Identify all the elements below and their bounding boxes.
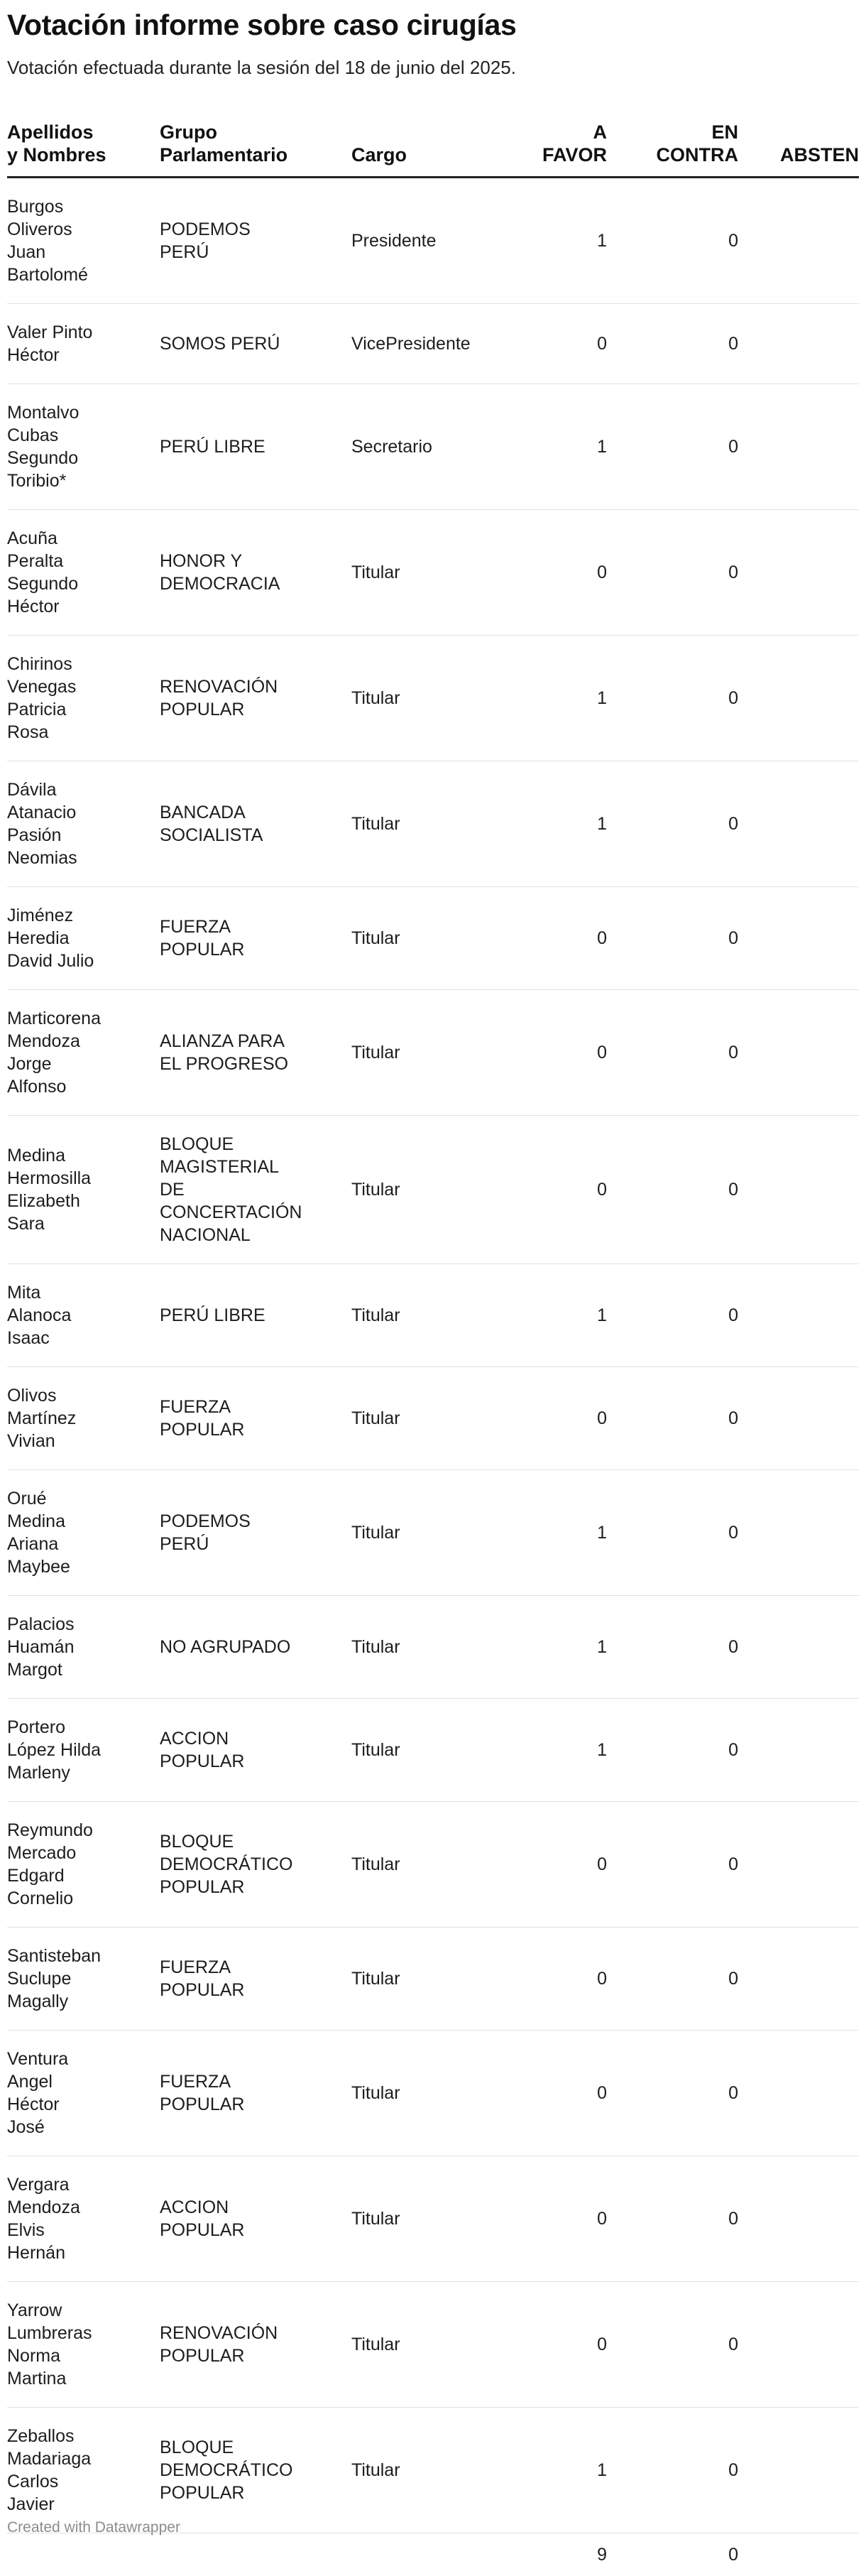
cell-abstencion (738, 1470, 859, 1596)
table-row (7, 384, 859, 510)
name-line: Alanoca (7, 1305, 71, 1325)
name-line: Vergara (7, 2175, 70, 2195)
name-line: Dávila (7, 780, 56, 800)
cell-en-contra: 0 (607, 1596, 738, 1699)
cell-a-favor: 0 (508, 1928, 607, 2031)
cell-en-contra: 0 (607, 1470, 738, 1596)
group-line: POPULAR (160, 1980, 244, 2000)
name-line: Mendoza (7, 1031, 80, 1051)
cell-group (160, 1802, 351, 1928)
cell-en-contra: 0 (607, 2408, 738, 2533)
name-line: Isaac (7, 1328, 50, 1348)
name-line: Margot (7, 1660, 62, 1680)
cell-abstencion (738, 2282, 859, 2408)
cell-name (7, 761, 160, 887)
group-line: POPULAR (160, 1420, 244, 1440)
name-line: Patricia (7, 700, 66, 719)
name-line: Cornelio (7, 1888, 73, 1908)
name-line: Burgos (7, 197, 63, 217)
cell-group (160, 384, 351, 510)
cell-abstencion (738, 1928, 859, 2031)
cell-cargo: Titular (351, 1802, 508, 1928)
name-line: Palacios (7, 1614, 75, 1634)
group-line: DEMOCRÁTICO (160, 2460, 293, 2480)
cell-cargo: Titular (351, 887, 508, 990)
cell-en-contra: 0 (607, 761, 738, 887)
name-line: Acuña (7, 528, 57, 548)
cell-name (7, 2282, 160, 2408)
table-row (7, 761, 859, 887)
cell-en-contra: 0 (607, 304, 738, 384)
cell-en-contra: 0 (607, 2282, 738, 2408)
cell-cargo: Titular (351, 1596, 508, 1699)
total-en-contra: 0 (607, 2533, 738, 2576)
cell-abstencion (738, 2156, 859, 2282)
group-line: ALIANZA PARA (160, 1031, 285, 1051)
cell-abstencion (738, 178, 859, 304)
cell-name (7, 2156, 160, 2282)
cell-en-contra: 0 (607, 636, 738, 761)
name-line: Mercado (7, 1843, 76, 1863)
cell-name (7, 304, 160, 384)
name-line: Magally (7, 1991, 68, 2011)
cell-name (7, 1264, 160, 1367)
cell-name (7, 2031, 160, 2156)
cell-group (160, 636, 351, 761)
cell-a-favor: 0 (508, 304, 607, 384)
cell-name (7, 1802, 160, 1928)
cell-a-favor: 1 (508, 636, 607, 761)
name-line: Ariana (7, 1534, 58, 1554)
header-label-line: EN (711, 121, 738, 143)
name-line: Yarrow (7, 2300, 62, 2320)
table-row (7, 1928, 859, 2031)
cell-a-favor: 1 (508, 1470, 607, 1596)
cell-en-contra: 0 (607, 178, 738, 304)
cell-group (160, 2408, 351, 2533)
name-line: Carlos (7, 2472, 58, 2491)
header-label-line: Cargo (351, 144, 407, 165)
table-row (7, 1116, 859, 1264)
cell-a-favor: 0 (508, 2282, 607, 2408)
cell-abstencion (738, 761, 859, 887)
group-line: CONCERTACIÓN (160, 1202, 302, 1222)
name-line: Olivos (7, 1386, 56, 1406)
cell-en-contra: 0 (607, 2031, 738, 2156)
table-row (7, 1264, 859, 1367)
cell-a-favor: 1 (508, 1264, 607, 1367)
header-row (7, 112, 859, 178)
name-line: Peralta (7, 551, 63, 571)
name-line: Toribio* (7, 471, 66, 491)
cell-group (160, 510, 351, 636)
name-line: Zeballos (7, 2426, 75, 2446)
name-line: Marticorena (7, 1009, 101, 1028)
name-line: Santisteban (7, 1946, 101, 1966)
name-line: Martínez (7, 1408, 76, 1428)
table-row (7, 990, 859, 1116)
cell-a-favor: 1 (508, 761, 607, 887)
group-line: FUERZA (160, 1957, 231, 1977)
name-line: Reymundo (7, 1820, 93, 1840)
header-label-line: Grupo (160, 121, 217, 143)
name-line: José (7, 2117, 45, 2137)
name-line: Neomias (7, 848, 77, 868)
totals-row (7, 2533, 859, 2576)
name-line: Martina (7, 2369, 66, 2388)
name-line: Huamán (7, 1637, 75, 1657)
cell-cargo: Secretario (351, 384, 508, 510)
name-line: Rosa (7, 722, 48, 742)
group-line: EL PROGRESO (160, 1054, 288, 1074)
cell-abstencion (738, 510, 859, 636)
name-line: Valer Pinto (7, 322, 92, 342)
name-line: Lumbreras (7, 2323, 92, 2343)
header-cargo (351, 112, 508, 178)
name-line: Héctor (7, 2094, 60, 2114)
name-line: David Julio (7, 951, 94, 971)
table-row (7, 2031, 859, 2156)
cell-a-favor: 1 (508, 1596, 607, 1699)
cell-abstencion (738, 1699, 859, 1802)
table-body (7, 178, 859, 2576)
cell-name (7, 178, 160, 304)
name-line: Segundo (7, 448, 78, 468)
group-line: FUERZA (160, 2072, 231, 2092)
table-row (7, 2408, 859, 2533)
cell-cargo: Titular (351, 1367, 508, 1470)
cell-group (160, 1596, 351, 1699)
name-line: Montalvo (7, 403, 79, 423)
cell-cargo: Titular (351, 2031, 508, 2156)
group-line: PERÚ LIBRE (160, 437, 265, 457)
footer-credit: Created with Datawrapper (7, 2519, 180, 2536)
cell-group (160, 1470, 351, 1596)
cell-en-contra: 0 (607, 510, 738, 636)
header-apellidos-nombres (7, 112, 160, 178)
group-line: POPULAR (160, 1751, 244, 1771)
chart-title: Votación informe sobre caso cirugías (7, 9, 517, 42)
name-line: Héctor (7, 597, 60, 616)
name-line: Bartolomé (7, 265, 88, 285)
name-line: Cubas (7, 425, 58, 445)
cell-cargo: Presidente (351, 178, 508, 304)
table-row (7, 1802, 859, 1928)
name-line: Chirinos (7, 654, 72, 674)
group-line: PERÚ LIBRE (160, 1305, 265, 1325)
cell-a-favor: 0 (508, 510, 607, 636)
cell-cargo: Titular (351, 761, 508, 887)
name-line: Héctor (7, 345, 60, 365)
header-en-contra (607, 112, 738, 178)
header-label-line: Parlamentario (160, 144, 287, 165)
cell-name (7, 510, 160, 636)
group-line: DEMOCRÁTICO (160, 1854, 293, 1874)
cell-en-contra: 0 (607, 1928, 738, 2031)
group-line: POPULAR (160, 2483, 244, 2503)
name-line: Elvis (7, 2220, 45, 2240)
name-line: Maybee (7, 1557, 70, 1577)
group-line: DEMOCRACIA (160, 574, 280, 594)
totals-empty-cell (160, 2533, 351, 2576)
name-line: Hernán (7, 2243, 65, 2263)
name-line: Suclupe (7, 1969, 71, 1989)
cell-cargo: Titular (351, 1264, 508, 1367)
cell-group (160, 304, 351, 384)
table-row (7, 178, 859, 304)
cell-a-favor: 1 (508, 2408, 607, 2533)
group-line: BLOQUE (160, 1832, 234, 1852)
group-line: DE (160, 1180, 185, 1200)
cell-en-contra: 0 (607, 2156, 738, 2282)
group-line: RENOVACIÓN (160, 677, 278, 697)
totals-empty-cell (7, 2533, 160, 2576)
cell-name (7, 2408, 160, 2533)
group-line: POPULAR (160, 2220, 244, 2240)
header-abstencion (738, 112, 859, 178)
cell-a-favor: 0 (508, 990, 607, 1116)
group-line: NO AGRUPADO (160, 1637, 290, 1657)
cell-name (7, 1116, 160, 1264)
cell-name (7, 384, 160, 510)
cell-abstencion (738, 990, 859, 1116)
name-line: López Hilda (7, 1740, 101, 1760)
group-line: MAGISTERIAL (160, 1157, 279, 1177)
group-line: POPULAR (160, 1877, 244, 1897)
cell-name (7, 636, 160, 761)
group-line: BLOQUE (160, 2438, 234, 2457)
chart-subtitle: Votación efectuada durante la sesión del 18 de junio del 2025. (7, 57, 516, 79)
cell-a-favor: 0 (508, 887, 607, 990)
name-line: Orué (7, 1489, 47, 1509)
name-line: Angel (7, 2072, 53, 2092)
header-label-line: A (593, 121, 608, 143)
name-line: Atanacio (7, 803, 76, 822)
group-line: PODEMOS (160, 1511, 251, 1531)
group-line: RENOVACIÓN (160, 2323, 278, 2343)
name-line: Portero (7, 1717, 65, 1737)
cell-abstencion (738, 1367, 859, 1470)
cell-a-favor: 1 (508, 1699, 607, 1802)
name-line: Juan (7, 242, 45, 262)
table-row (7, 304, 859, 384)
cell-a-favor: 1 (508, 178, 607, 304)
name-line: Ventura (7, 2049, 68, 2069)
name-line: Edgard (7, 1866, 65, 1886)
table-row (7, 2156, 859, 2282)
cell-en-contra: 0 (607, 1802, 738, 1928)
header-grupo-parlamentario (160, 112, 351, 178)
cell-cargo: Titular (351, 1699, 508, 1802)
cell-cargo: VicePresidente (351, 304, 508, 384)
cell-group (160, 2031, 351, 2156)
cell-abstencion (738, 1116, 859, 1264)
cell-group (160, 178, 351, 304)
table-row (7, 1699, 859, 1802)
name-line: Segundo (7, 574, 78, 594)
name-line: Elizabeth (7, 1191, 80, 1211)
header-label-line: ABSTEN (780, 144, 859, 165)
cell-group (160, 1367, 351, 1470)
cell-en-contra: 0 (607, 1367, 738, 1470)
name-line: Madariaga (7, 2449, 91, 2469)
name-line: Heredia (7, 928, 70, 948)
cell-en-contra: 0 (607, 887, 738, 990)
cell-abstencion (738, 2031, 859, 2156)
cell-group (160, 887, 351, 990)
cell-name (7, 1367, 160, 1470)
table-row (7, 1596, 859, 1699)
cell-a-favor: 0 (508, 1802, 607, 1928)
group-line: POPULAR (160, 700, 244, 719)
name-line: Alfonso (7, 1077, 66, 1097)
name-line: Vivian (7, 1431, 55, 1451)
name-line: Medina (7, 1511, 65, 1531)
name-line: Mita (7, 1283, 40, 1303)
group-line: BLOQUE (160, 1134, 234, 1154)
group-line: PERÚ (160, 242, 209, 262)
header-label-line: CONTRA (657, 144, 739, 165)
vote-table (7, 112, 859, 2576)
table-row (7, 510, 859, 636)
cell-group (160, 761, 351, 887)
group-line: SOCIALISTA (160, 825, 263, 845)
name-line: Marleny (7, 1763, 70, 1783)
group-line: FUERZA (160, 1397, 231, 1417)
cell-group (160, 990, 351, 1116)
cell-en-contra: 0 (607, 990, 738, 1116)
group-line: ACCION (160, 2197, 229, 2217)
cell-cargo: Titular (351, 636, 508, 761)
cell-abstencion (738, 636, 859, 761)
cell-name (7, 1596, 160, 1699)
name-line: Javier (7, 2494, 55, 2514)
total-a-favor: 9 (508, 2533, 607, 2576)
cell-cargo: Titular (351, 2408, 508, 2533)
cell-en-contra: 0 (607, 1264, 738, 1367)
cell-group (160, 1699, 351, 1802)
cell-cargo: Titular (351, 2282, 508, 2408)
group-line: NACIONAL (160, 1225, 251, 1245)
cell-en-contra: 0 (607, 384, 738, 510)
name-line: Sara (7, 1214, 45, 1234)
group-line: ACCION (160, 1729, 229, 1749)
table-row (7, 636, 859, 761)
name-line: Pasión (7, 825, 61, 845)
table-row (7, 2282, 859, 2408)
cell-name (7, 990, 160, 1116)
cell-cargo: Titular (351, 990, 508, 1116)
cell-abstencion (738, 1596, 859, 1699)
cell-abstencion (738, 384, 859, 510)
cell-cargo: Titular (351, 1928, 508, 2031)
table-row (7, 887, 859, 990)
group-line: SOMOS PERÚ (160, 334, 280, 354)
cell-a-favor: 0 (508, 1116, 607, 1264)
name-line: Jiménez (7, 906, 73, 925)
cell-abstencion (738, 1802, 859, 1928)
cell-a-favor: 1 (508, 384, 607, 510)
cell-group (160, 1264, 351, 1367)
header-a-favor (508, 112, 607, 178)
group-line: PERÚ (160, 1534, 209, 1554)
name-line: Mendoza (7, 2197, 80, 2217)
cell-a-favor: 0 (508, 2031, 607, 2156)
header-label-line: y Nombres (7, 144, 106, 165)
group-line: BANCADA (160, 803, 246, 822)
group-line: FUERZA (160, 917, 231, 937)
cell-a-favor: 0 (508, 1367, 607, 1470)
cell-a-favor: 0 (508, 2156, 607, 2282)
name-line: Jorge (7, 1054, 52, 1074)
cell-cargo: Titular (351, 1116, 508, 1264)
header-label-line: FAVOR (542, 144, 607, 165)
cell-cargo: Titular (351, 510, 508, 636)
name-line: Venegas (7, 677, 76, 697)
table-row (7, 1470, 859, 1596)
group-line: POPULAR (160, 2346, 244, 2366)
cell-en-contra: 0 (607, 1116, 738, 1264)
name-line: Norma (7, 2346, 60, 2366)
cell-group (160, 2156, 351, 2282)
name-line: Medina (7, 1146, 65, 1165)
totals-empty-cell (351, 2533, 508, 2576)
cell-abstencion (738, 887, 859, 990)
group-line: HONOR Y (160, 551, 242, 571)
total-abstencion (738, 2533, 859, 2576)
cell-group (160, 2282, 351, 2408)
cell-name (7, 1470, 160, 1596)
table-row (7, 1367, 859, 1470)
cell-cargo: Titular (351, 1470, 508, 1596)
cell-abstencion (738, 304, 859, 384)
cell-abstencion (738, 2408, 859, 2533)
cell-en-contra: 0 (607, 1699, 738, 1802)
name-line: Oliveros (7, 219, 72, 239)
cell-abstencion (738, 1264, 859, 1367)
cell-group (160, 1116, 351, 1264)
name-line: Hermosilla (7, 1168, 91, 1188)
cell-cargo: Titular (351, 2156, 508, 2282)
cell-name (7, 887, 160, 990)
group-line: POPULAR (160, 940, 244, 960)
group-line: POPULAR (160, 2094, 244, 2114)
group-line: PODEMOS (160, 219, 251, 239)
header-label-line: Apellidos (7, 121, 94, 143)
cell-group (160, 1928, 351, 2031)
cell-name (7, 1699, 160, 1802)
cell-name (7, 1928, 160, 2031)
